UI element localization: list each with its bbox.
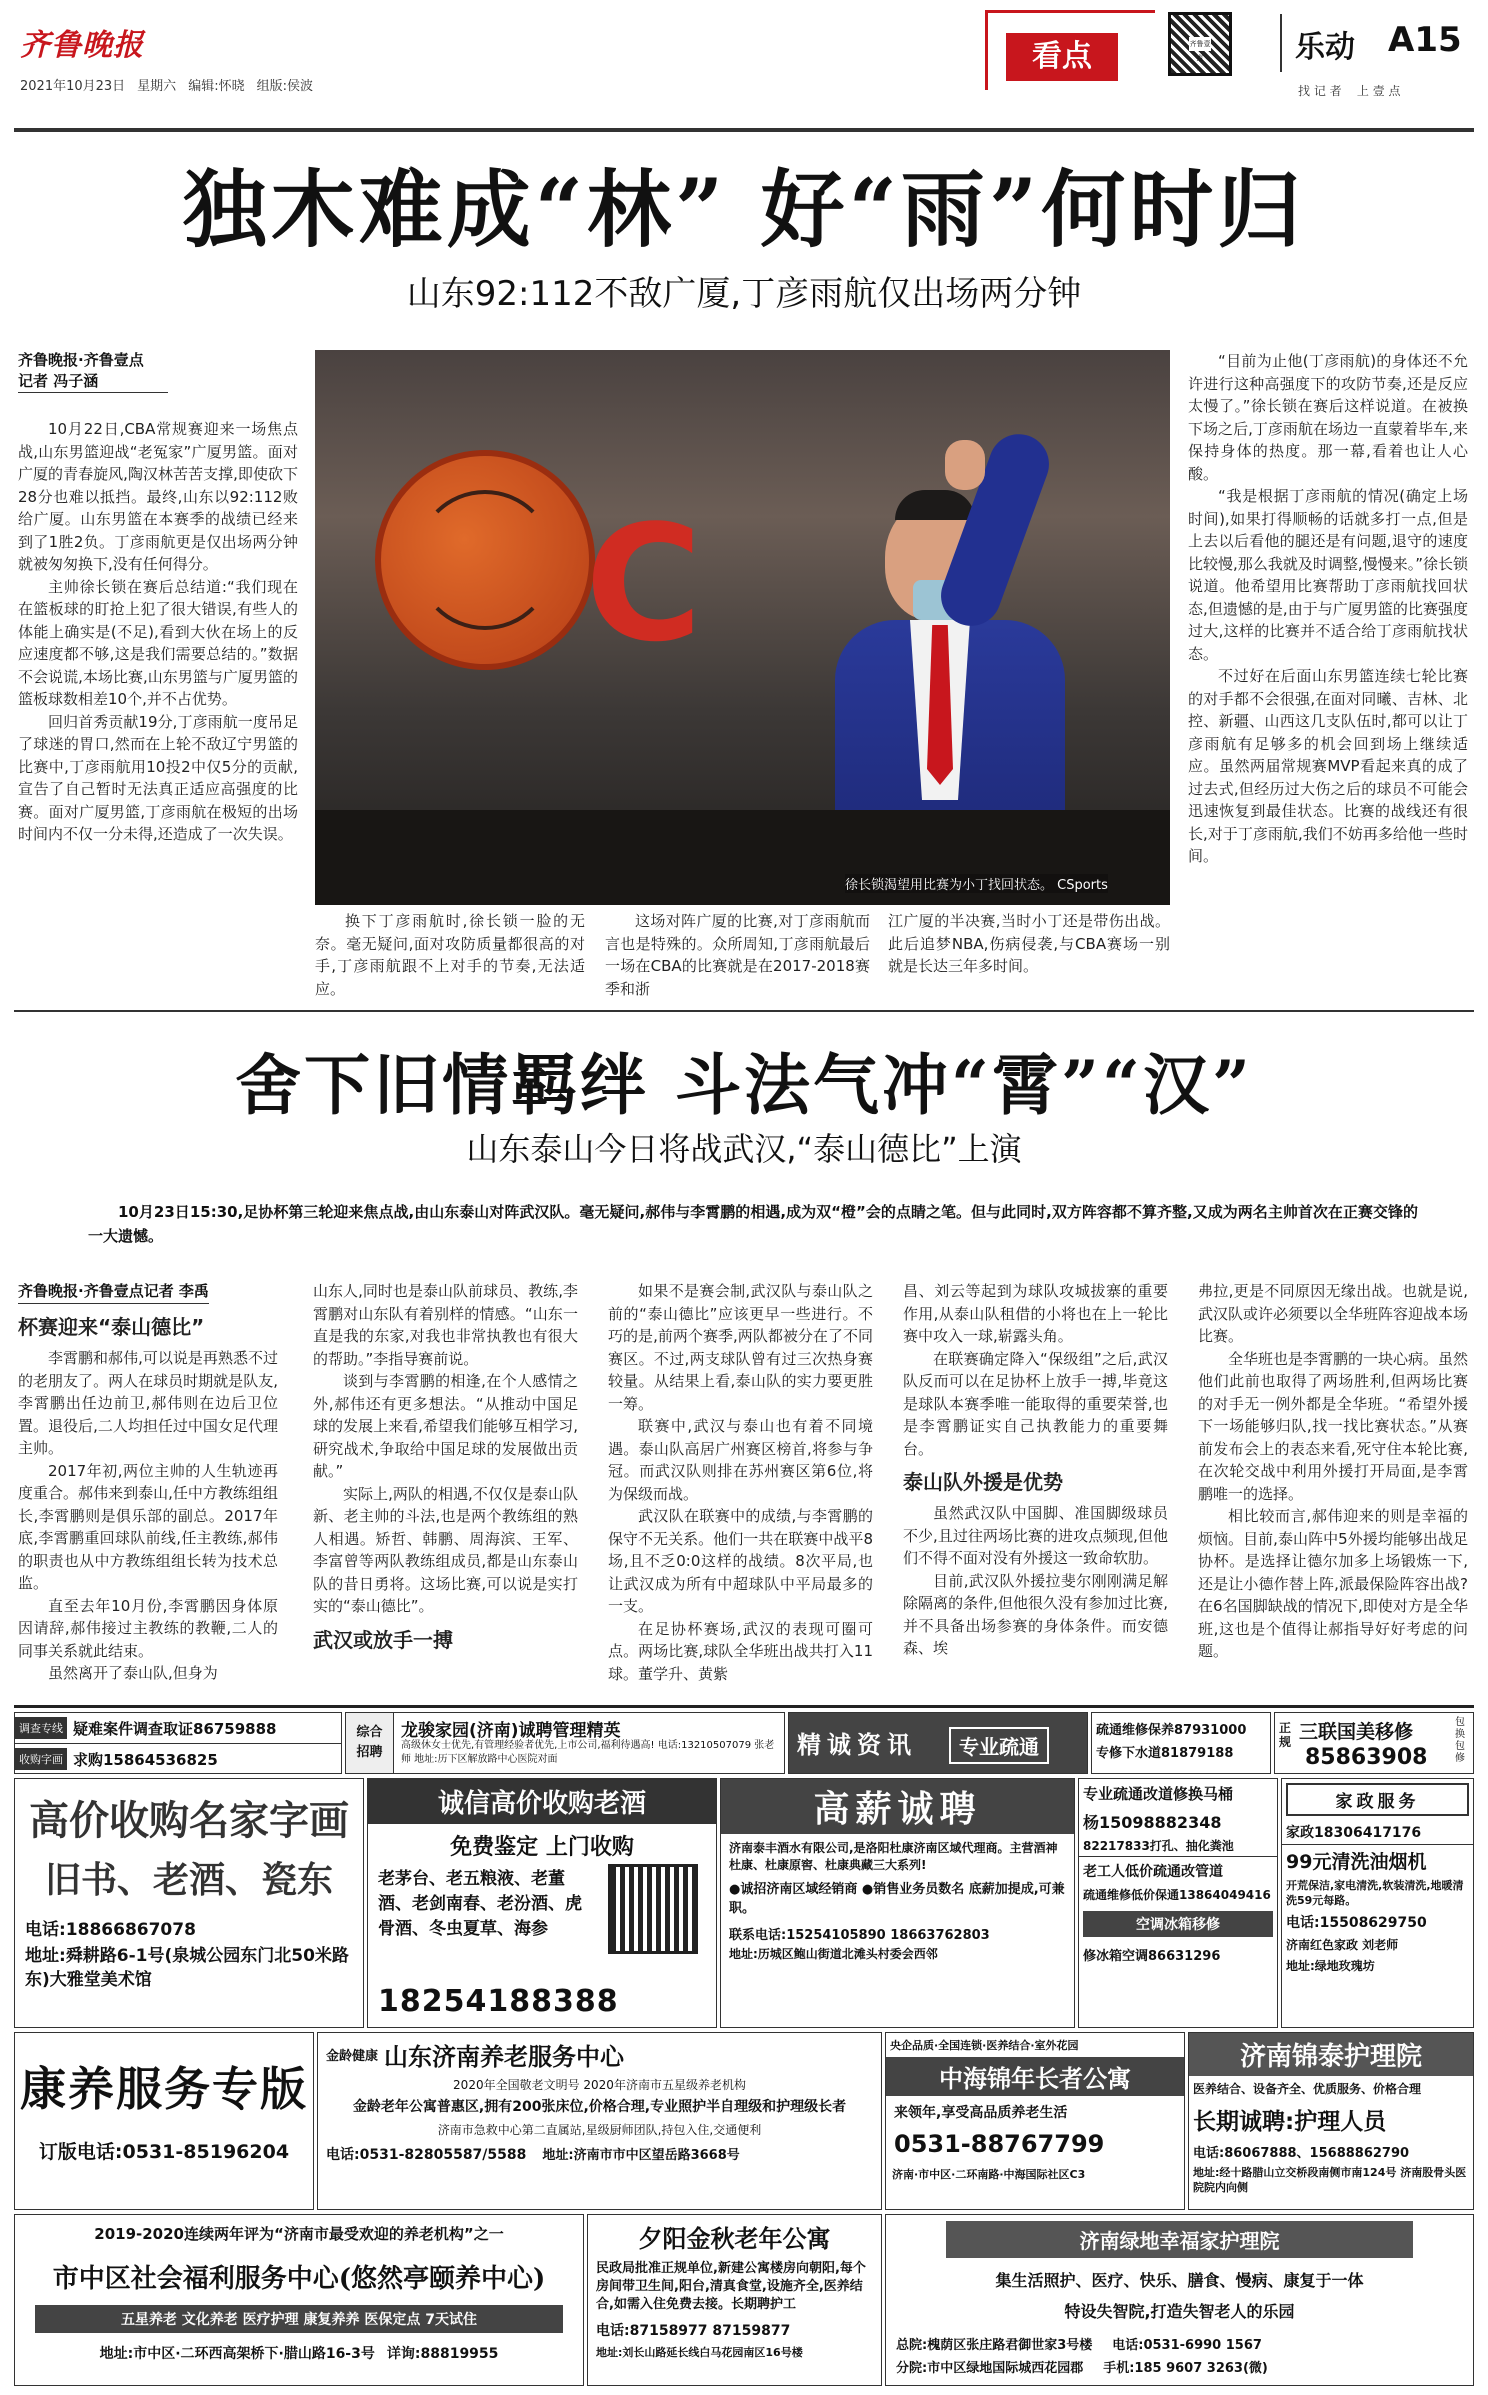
ad-welfare-center <box>14 2214 584 2386</box>
ad-xiyang <box>587 2214 882 2386</box>
ad-phone: 电话:18866867078 <box>25 1920 196 1940</box>
ad-label: 调查专线 <box>15 1717 67 1739</box>
ad-brand: 金龄健康 <box>326 2049 379 2064</box>
paragraph: 虽然离开了泰山队,但身为 <box>48 1664 218 1682</box>
ad-line: 疏通维修低价保通13864049416 <box>1083 1888 1271 1902</box>
ad-title: 中海锦年长者公寓 <box>886 2057 1184 2096</box>
paragraph: 虽然武汉队中国脚、准国脚级球员不少,且过往两场比赛的进攻点频现,但他们不得不面对没有外援这一致命软肋。 <box>903 1504 1168 1567</box>
section-name: 乐动 <box>1295 30 1355 65</box>
ad-title: 诚信高价收购老酒 <box>368 1779 716 1824</box>
article2-col2 <box>313 1280 578 1700</box>
article2-byline: 齐鲁晚报·齐鲁壹点记者 李禹 <box>18 1280 209 1304</box>
article2-lead: 10月23日15:30,足协杯第三轮迎来焦点战,由山东泰山对阵武汉队。毫无疑问,郝伟与李霄鹏的相遇,成为双“橙”会的点睛之笔。但与此同时,双方阵容都不算齐整,又成为两名主帅首次在正赛交锋的一大遗憾。 <box>88 1203 1418 1245</box>
ad-line: 济南市急救中心第二直属站,星级厨师团队,持包入住,交通便利 <box>437 2123 762 2137</box>
ad-greenland-care <box>885 2214 1474 2386</box>
newspaper-logo: 齐鲁晚报 <box>20 28 144 63</box>
article1-byline <box>18 350 298 393</box>
ad-title: 夕阳金秋老年公寓 <box>638 2224 831 2253</box>
article2-col3 <box>608 1280 873 1700</box>
issue-designer: 组版:侯波 <box>256 79 313 94</box>
ad-body: 高级休女士优先,有管理经验者优先,上市公司,福利待遇高! 电话:13210507079 张老师 地址:历下区解放路中心医院对面 <box>401 1740 775 1765</box>
ad-items: 老茅台、老五粮液、老董酒、老剑南春、老汾酒、虎骨酒、冬虫夏草、海参 <box>378 1869 582 1939</box>
ad-tag: 招聘 <box>356 1745 383 1760</box>
issue-weekday: 星期六 <box>137 79 177 94</box>
ad-sub: 来领年,享受高品质养老生活 <box>894 2105 1068 2121</box>
ad-body: 民政局批准正规单位,新建公寓楼房向朝阳,每个房间带卫生间,阳台,清真食堂,设施齐全,医养结合,如需入住免费去接。长期聘护工 <box>596 2261 866 2312</box>
ad-sub: 旧书、老酒、瓷东 <box>44 1859 333 1901</box>
byline-reporter: 记者 冯子涵 <box>18 371 168 393</box>
ad-title: 三联国美移修 <box>1299 1721 1414 1743</box>
article1-headline: 独木难成“林” 好“雨”何时归 <box>182 160 1306 259</box>
ad-title: 精诚资讯 <box>797 1730 917 1759</box>
subheading: 杯赛迎来“泰山德比” <box>18 1315 205 1339</box>
ad-phone: 手机:185 9607 3263(微) <box>1103 2361 1268 2376</box>
paragraph: 这场对阵广厦的比赛,对丁彦雨航而言也是特殊的。众所周知,丁彦雨航最后一场在CBA的比赛就是在2017-2018赛季和浙 <box>605 912 870 998</box>
ad-addr: 济南·市中区·二环南路·中海国际社区C3 <box>892 2168 1086 2181</box>
paragraph: 如果不是赛会制,武汉队与泰山队之前的“泰山德比”应该更早一些进行。不巧的是,前两个赛季,两队都被分在了不同赛区。不过,两支球队曾有过三次热身赛较量。从结果上看,泰山队的实力要更胜一筹。 <box>608 1282 873 1413</box>
ad-jingcheng <box>788 1712 1088 1774</box>
ad-body: 济南泰丰酒水有限公司,是洛阳杜康济南区域代理商。主营酒神杜康、杜康原窖、杜康典藏三大系列! <box>729 1841 1058 1872</box>
ad-line: 求购15864536825 <box>73 1750 218 1769</box>
ad-line: 疑难案件调查取证86759888 <box>73 1719 277 1738</box>
ad-line: 99元清洗油烟机 <box>1282 1844 1473 1876</box>
ad-line: 央企品质·全国连锁·医养结合·室外花园 <box>890 2039 1079 2052</box>
ad-tag: 综合 <box>356 1725 383 1740</box>
byline-source: 齐鲁晚报·齐鲁壹点 <box>18 351 144 369</box>
paragraph: 昌、刘云等起到为球队攻城拔寨的重要作用,从泰山队租借的小将也在上一轮比赛中攻入一球,崭露头角。 <box>903 1282 1168 1345</box>
paragraph: “目前为止他(丁彦雨航)的身体还不允许进行这种高强度下的攻防节奏,还是反应太慢了。”徐长锁在赛后这样说道。在被换下场之后,丁彦雨航在场边一直蒙着毕车,来保持身体的热度。那一幕,看着也让人心酸。 <box>1188 352 1468 483</box>
ad-phone: 18254188388 <box>378 1984 619 2019</box>
ad-zhonghai <box>885 2032 1185 2210</box>
article1-col4 <box>888 910 1170 1000</box>
ad-phone: 联系电话:15254105890 18663762803 <box>729 1928 990 1943</box>
issue-editor: 编辑:怀晓 <box>188 79 245 94</box>
subheading: 泰山队外援是优势 <box>903 1470 1063 1494</box>
paragraph: 联赛中,武汉与泰山也有着不同境遇。泰山队高居广州赛区榜首,将参与争冠。而武汉队则排在苏州赛区第6位,将为保级而战。 <box>608 1417 873 1503</box>
paragraph: 在足协杯赛场,武汉的表现可圈可点。两场比赛,球队全华班出战共打入11球。董学升、黄紫 <box>608 1619 873 1683</box>
ad-drain <box>1091 1712 1271 1774</box>
ad-addr: 总院:槐荫区张庄路君御世家3号楼 <box>896 2338 1093 2353</box>
article2-headline: 舍下旧情羁绊 斗法气冲“霄”“汉” <box>235 1046 1253 1124</box>
ad-title: 龙骏家园(济南)诚聘管理精英 <box>401 1721 621 1741</box>
ad-line: 家政18306417176 <box>1286 1825 1422 1841</box>
ad-phone: 电话:0531-82805587/5588 <box>326 2147 527 2163</box>
ad-jobs: ●诚招济南区域经销商 ●销售业务员数名 底薪加提成,可兼职。 <box>729 1882 1065 1916</box>
article1-col3 <box>605 910 870 1000</box>
ad-plumbing <box>1078 1778 1278 2028</box>
ad-phone: 电话:87158977 87159877 <box>596 2323 791 2339</box>
ad-hire: 长期诚聘:护理人员 <box>1193 2109 1387 2135</box>
paragraph: 全华班也是李霄鹏的一块心病。虽然他们此前也取得了两场胜利,但两场比赛的对手无一例外都是全华班。“希望外援下一场能够归队,找一找比赛状态。”从赛前发布会上的表态来看,死守住本轮比赛,在次轮交战中利用外援打开局面,是李霄鹏唯一的选择。 <box>1198 1349 1468 1503</box>
article1-photo <box>315 350 1170 905</box>
ad-sanlian <box>1274 1712 1474 1774</box>
ad-phone: 详询:88819955 <box>386 2346 499 2362</box>
ad-line: 82217833打孔、抽化粪池 <box>1083 1839 1234 1853</box>
ad-phone: 0531-88767799 <box>894 2130 1105 2158</box>
ad-line: 特设失智院,打造失智老人的乐园 <box>1064 2302 1295 2321</box>
ad-line: 杨15098882348 <box>1083 1813 1222 1832</box>
ad-title: 市中区社会福利服务中心(悠然亭颐养中心) <box>52 2264 546 2294</box>
issue-date: 2021年10月23日 <box>20 79 126 94</box>
qr-label: 齐鲁壹点 <box>1189 37 1211 51</box>
paragraph: 谈到与李霄鹏的相逢,在个人感情之外,郝伟还有更多想法。“从推动中国足球的发展上来看,希望我们能够互相学习,研究战术,争取给中国足球的发展做出贡献。” <box>313 1372 578 1480</box>
paragraph: 10月22日,CBA常规赛迎来一场焦点战,山东男篮迎战“老冤家”广厦男篮。面对广厦的青春旋风,陶汉林苦苦支撑,即使砍下28分也难以抵挡。最终,山东以92:112败给广厦。山东男篮在本赛季的战绩已经来到了1胜2负。丁彦雨航更是仅出场两分钟就被匆匆换下,没有任何得分。 <box>18 420 298 573</box>
ad-investigation <box>14 1712 342 1774</box>
ad-line: 开荒保洁,家电清洗,软装清洗,地暖清洗59元每路。 <box>1286 1879 1464 1907</box>
ad-sub: 医养结合、设备齐全、优质服务、价格合理 <box>1193 2082 1422 2096</box>
ad-title: 家政服务 <box>1286 1783 1469 1816</box>
ad-phone: 85863908 <box>1305 1745 1428 1770</box>
paragraph: 相比较而言,郝伟迎来的则是幸福的烦恼。目前,泰山阵中5外援均能够出战足协杯。是选择让德尔加多上场锻炼一下,还是让小德作替上阵,派最保险阵容出战?在6名国脚缺战的情况下,即使对方是全华班,这也是个值得让郝指导好好考虑的问题。 <box>1198 1507 1468 1660</box>
subheading: 武汉或放手一搏 <box>313 1627 453 1652</box>
ad-sub: 免费鉴定 上门收购 <box>450 1835 634 1860</box>
article2-subhead: 山东泰山今日将战武汉,“泰山德比”上演 <box>466 1130 1022 1168</box>
ad-liquor <box>367 1778 717 2028</box>
ad-line: 地址:绿地玫瑰坊 <box>1286 1959 1375 1973</box>
ad-title: 高薪诚聘 <box>721 1779 1074 1834</box>
paragraph: 江广厦的半决赛,当时小丁还是带伤出战。此后追梦NBA,伤病侵袭,与CBA赛场一别就是长达三年多时间。 <box>888 912 1170 975</box>
paragraph: 2017年初,两位主帅的人生轨迹再度重合。郝伟来到泰山,任中方教练组组长,李霄鹏则是俱乐部的副总。2017年底,李霄鹏重回球队前线,任主教练,郝伟的职责也从中方教练组组长转为技术总监。 <box>18 1461 278 1592</box>
ad-phone: 电话:0531-6990 1567 <box>1112 2338 1262 2353</box>
ad-line: 专修下水道81879188 <box>1096 1746 1234 1761</box>
ad-label: 收购字画 <box>15 1748 67 1770</box>
article2-col4 <box>903 1280 1168 1700</box>
article1-col1 <box>18 418 298 998</box>
ad-title: 高价收购名家字画 <box>29 1797 349 1844</box>
issue-info <box>20 75 313 94</box>
ad-line: 济南红色家政 刘老师 <box>1286 1938 1399 1952</box>
ad-addr: 地址:刘长山路延长线白马花园南区16号楼 <box>596 2346 803 2359</box>
ad-title: 济南锦泰护理院 <box>1189 2033 1473 2076</box>
photo-caption: 徐长锁渴望用比赛为小丁找回状态。 CSports <box>845 874 1108 893</box>
ad-addr: 地址:舜耕路6-1号(泉城公园东门北50米路东)大雅堂美术馆 <box>25 1946 349 1990</box>
article2-col5 <box>1198 1280 1468 1700</box>
paragraph: 目前,武汉队外援拉斐尔刚刚满足解除隔离的条件,但他很久没有参加过比赛,并不具备出场参赛的身体条件。而安德森、埃 <box>903 1571 1168 1657</box>
ad-tag: 正规 <box>1279 1721 1292 1749</box>
paragraph: 直至去年10月份,李霄鹏因身体原因请辞,郝伟接过主教练的教鞭,二人的同事关系就此结束。 <box>18 1596 278 1660</box>
slogan: 找 记 者 上 壹 点 <box>1298 84 1401 98</box>
paragraph: 实际上,两队的相遇,不仅仅是泰山队新、老主帅的斗法,也是两个教练组的熟人相遇。矫哲、韩鹏、周海滨、王军、李富曾等两队教练组成员,都是山东泰山队的昔日勇将。这场比赛,可以说是实打实的“泰山德比”。 <box>313 1484 578 1615</box>
paragraph: 李霄鹏和郝伟,可以说是再熟悉不过的老朋友了。两人在球员时期就是队友,李霄鹏出任边前卫,郝伟则在边后卫位置。退役后,二人均担任过中国女足代理主帅。 <box>18 1349 278 1457</box>
kandian-badge <box>985 10 1155 90</box>
ad-addr: 地址:济南市市中区望岳路3668号 <box>542 2148 740 2163</box>
ad-line: 老工人低价疏通改管道 <box>1079 1856 1277 1885</box>
ad-title: 康养服务专版 <box>20 2062 308 2116</box>
ad-hiring <box>720 1778 1075 2028</box>
article2-col1 <box>18 1305 278 1700</box>
paragraph: 换下丁彦雨航时,徐长锁一脸的无奈。毫无疑问,面对攻防质量都很高的对手,丁彦雨航跟不上对手的节奏,无法适应。 <box>315 912 585 998</box>
ad-sub: 专业疏通 <box>949 1727 1049 1764</box>
masthead <box>0 0 1488 98</box>
ad-addr: 地址:经十路腊山立交桥段南侧市南124号 济南股骨头医院院内向侧 <box>1193 2166 1467 2194</box>
ad-addr: 地址:市中区·二环西高架桥下·腊山路16-3号 <box>99 2346 375 2362</box>
ad-line: 2020年全国敬老文明号 2020年济南市五星级养老机构 <box>453 2078 746 2092</box>
ad-longjun <box>345 1712 785 1774</box>
ad-addr: 地址:历城区鲍山街道北滩头村委会西邻 <box>729 1947 938 1961</box>
ad-line: 金龄老年公寓普惠区,拥有200张床位,价格合理,专业照护半自理级和护理级长者 <box>352 2099 847 2115</box>
ad-phone: 订版电话:0531-85196204 <box>38 2141 290 2163</box>
ad-tag: 包换包修 <box>1455 1717 1465 1764</box>
paragraph: “我是根据丁彦雨航的情况(确定上场时间),如果打得顺畅的话就多打一点,但是上去以后看他的腿还是有问题,退守的速度比较慢,那么我就及时调整,慢慢来。”徐长锁说道。他希望用比赛帮助丁彦雨航找回状态,但遗憾的是,由于与广厦男篮的比赛强度过大,这样的比赛并不适合给丁彦雨航找状态。 <box>1188 487 1468 663</box>
ad-title: 济南绿地幸福家护理院 <box>946 2221 1413 2258</box>
ad-line: 2019-2020连续两年评为“济南市最受欢迎的养老机构”之一 <box>94 2225 504 2243</box>
ad-title: 专业疏通改道修换马桶 <box>1083 1785 1234 1803</box>
paragraph: 武汉队在联赛中的成绩,与李霄鹏的保守不无关系。他们一共在联赛中战平8场,且不乏0:0这样的战绩。8次平局,也让武汉成为所有中超球队中平局最多的一支。 <box>608 1507 873 1615</box>
ad-addr: 分院:市中区绿地国际城西花园郡 <box>896 2361 1084 2376</box>
paragraph: 在联赛确定降入“保级组”之后,武汉队反而可以在足协杯上放手一搏,毕竟这是球队本赛季唯一能取得的重要荣誉,也是李霄鹏证实自己执教能力的重要舞台。 <box>903 1349 1168 1458</box>
ad-phone: 电话:86067888、15688862790 <box>1193 2146 1410 2161</box>
qr-code <box>608 1864 698 1954</box>
paragraph: 弗拉,更是不同原因无缘出战。也就是说,武汉队或许必须要以全华班阵容迎战本场比赛。 <box>1198 1282 1468 1345</box>
qr-code <box>1168 12 1232 76</box>
article1-col2 <box>315 910 585 1000</box>
ad-line: 修冰箱空调86631296 <box>1083 1949 1221 1964</box>
article1-subhead: 山东92:112不敌广厦,丁彦雨航仅出场两分钟 <box>406 274 1082 314</box>
ad-line: 集生活照护、医疗、快乐、膳食、慢病、康复于一体 <box>995 2271 1364 2290</box>
ad-eldercare-section <box>14 2032 314 2210</box>
ad-line: 疏通维修保养87931000 <box>1096 1723 1247 1738</box>
ad-jintai <box>1188 2032 1474 2210</box>
article1-col5 <box>1188 350 1468 998</box>
ad-title: 山东济南养老服务中心 <box>384 2043 625 2071</box>
paragraph: 回归首秀贡献19分,丁彦雨航一度吊足了球迷的胃口,然而在上轮不敌辽宁男篮的比赛中,丁彦雨航用10投2中仅5分的贡献,宣告了自己暂时无法真正适应高强度的比赛。面对广厦男篮,丁彦雨航在极短的出场时间内不仅一分未得,还造成了一次失误。 <box>18 712 298 843</box>
paragraph: 山东人,同时也是泰山队前球员、教练,李霄鹏对山东队有着别样的情感。“山东一直是我的东家,对我也非常执教也有很大的帮助。”李指导赛前说。 <box>313 1282 578 1368</box>
ad-line: 电话:15508629750 <box>1286 1915 1427 1931</box>
ad-line: 空调冰箱移修 <box>1083 1911 1273 1937</box>
paragraph: 不过好在后面山东男篮连续七轮比赛的对手都不会很强,在面对同曦、吉林、北控、新疆、山西这几支队伍时,都可以让丁彦雨航有足够多的机会回到场上继续适应。虽然两届常规赛MVP看起来真的成了过去式,但经历过大伤之后的球员不可能会迅速恢复到最佳状态。比赛的战线还有很长,对于丁彦雨航,我们不妨再多给他一些时间。 <box>1188 667 1468 865</box>
kandian-label: 看点 <box>1006 33 1118 81</box>
ad-jinan-elder-center <box>317 2032 882 2210</box>
paragraph: 主帅徐长锁在赛后总结道:“我们现在在篮板球的盯抢上犯了很大错误,有些人的体能上确实是(不足),看到大伙在场上的反应速度都不够,这是我们需要总结的。”数据不会说谎,本场比赛,山东男篮与广厦男篮的篮板球数相差10个,并不占优势。 <box>18 577 298 708</box>
backdrop-letters: C <box>585 490 693 677</box>
page-number: A15 <box>1388 20 1462 60</box>
ad-housekeeping <box>1281 1778 1474 2028</box>
ad-tags: 五星养老 文化养老 医疗护理 康复养养 医保定点 7天试住 <box>35 2305 563 2333</box>
ad-calligraphy <box>14 1778 364 2028</box>
